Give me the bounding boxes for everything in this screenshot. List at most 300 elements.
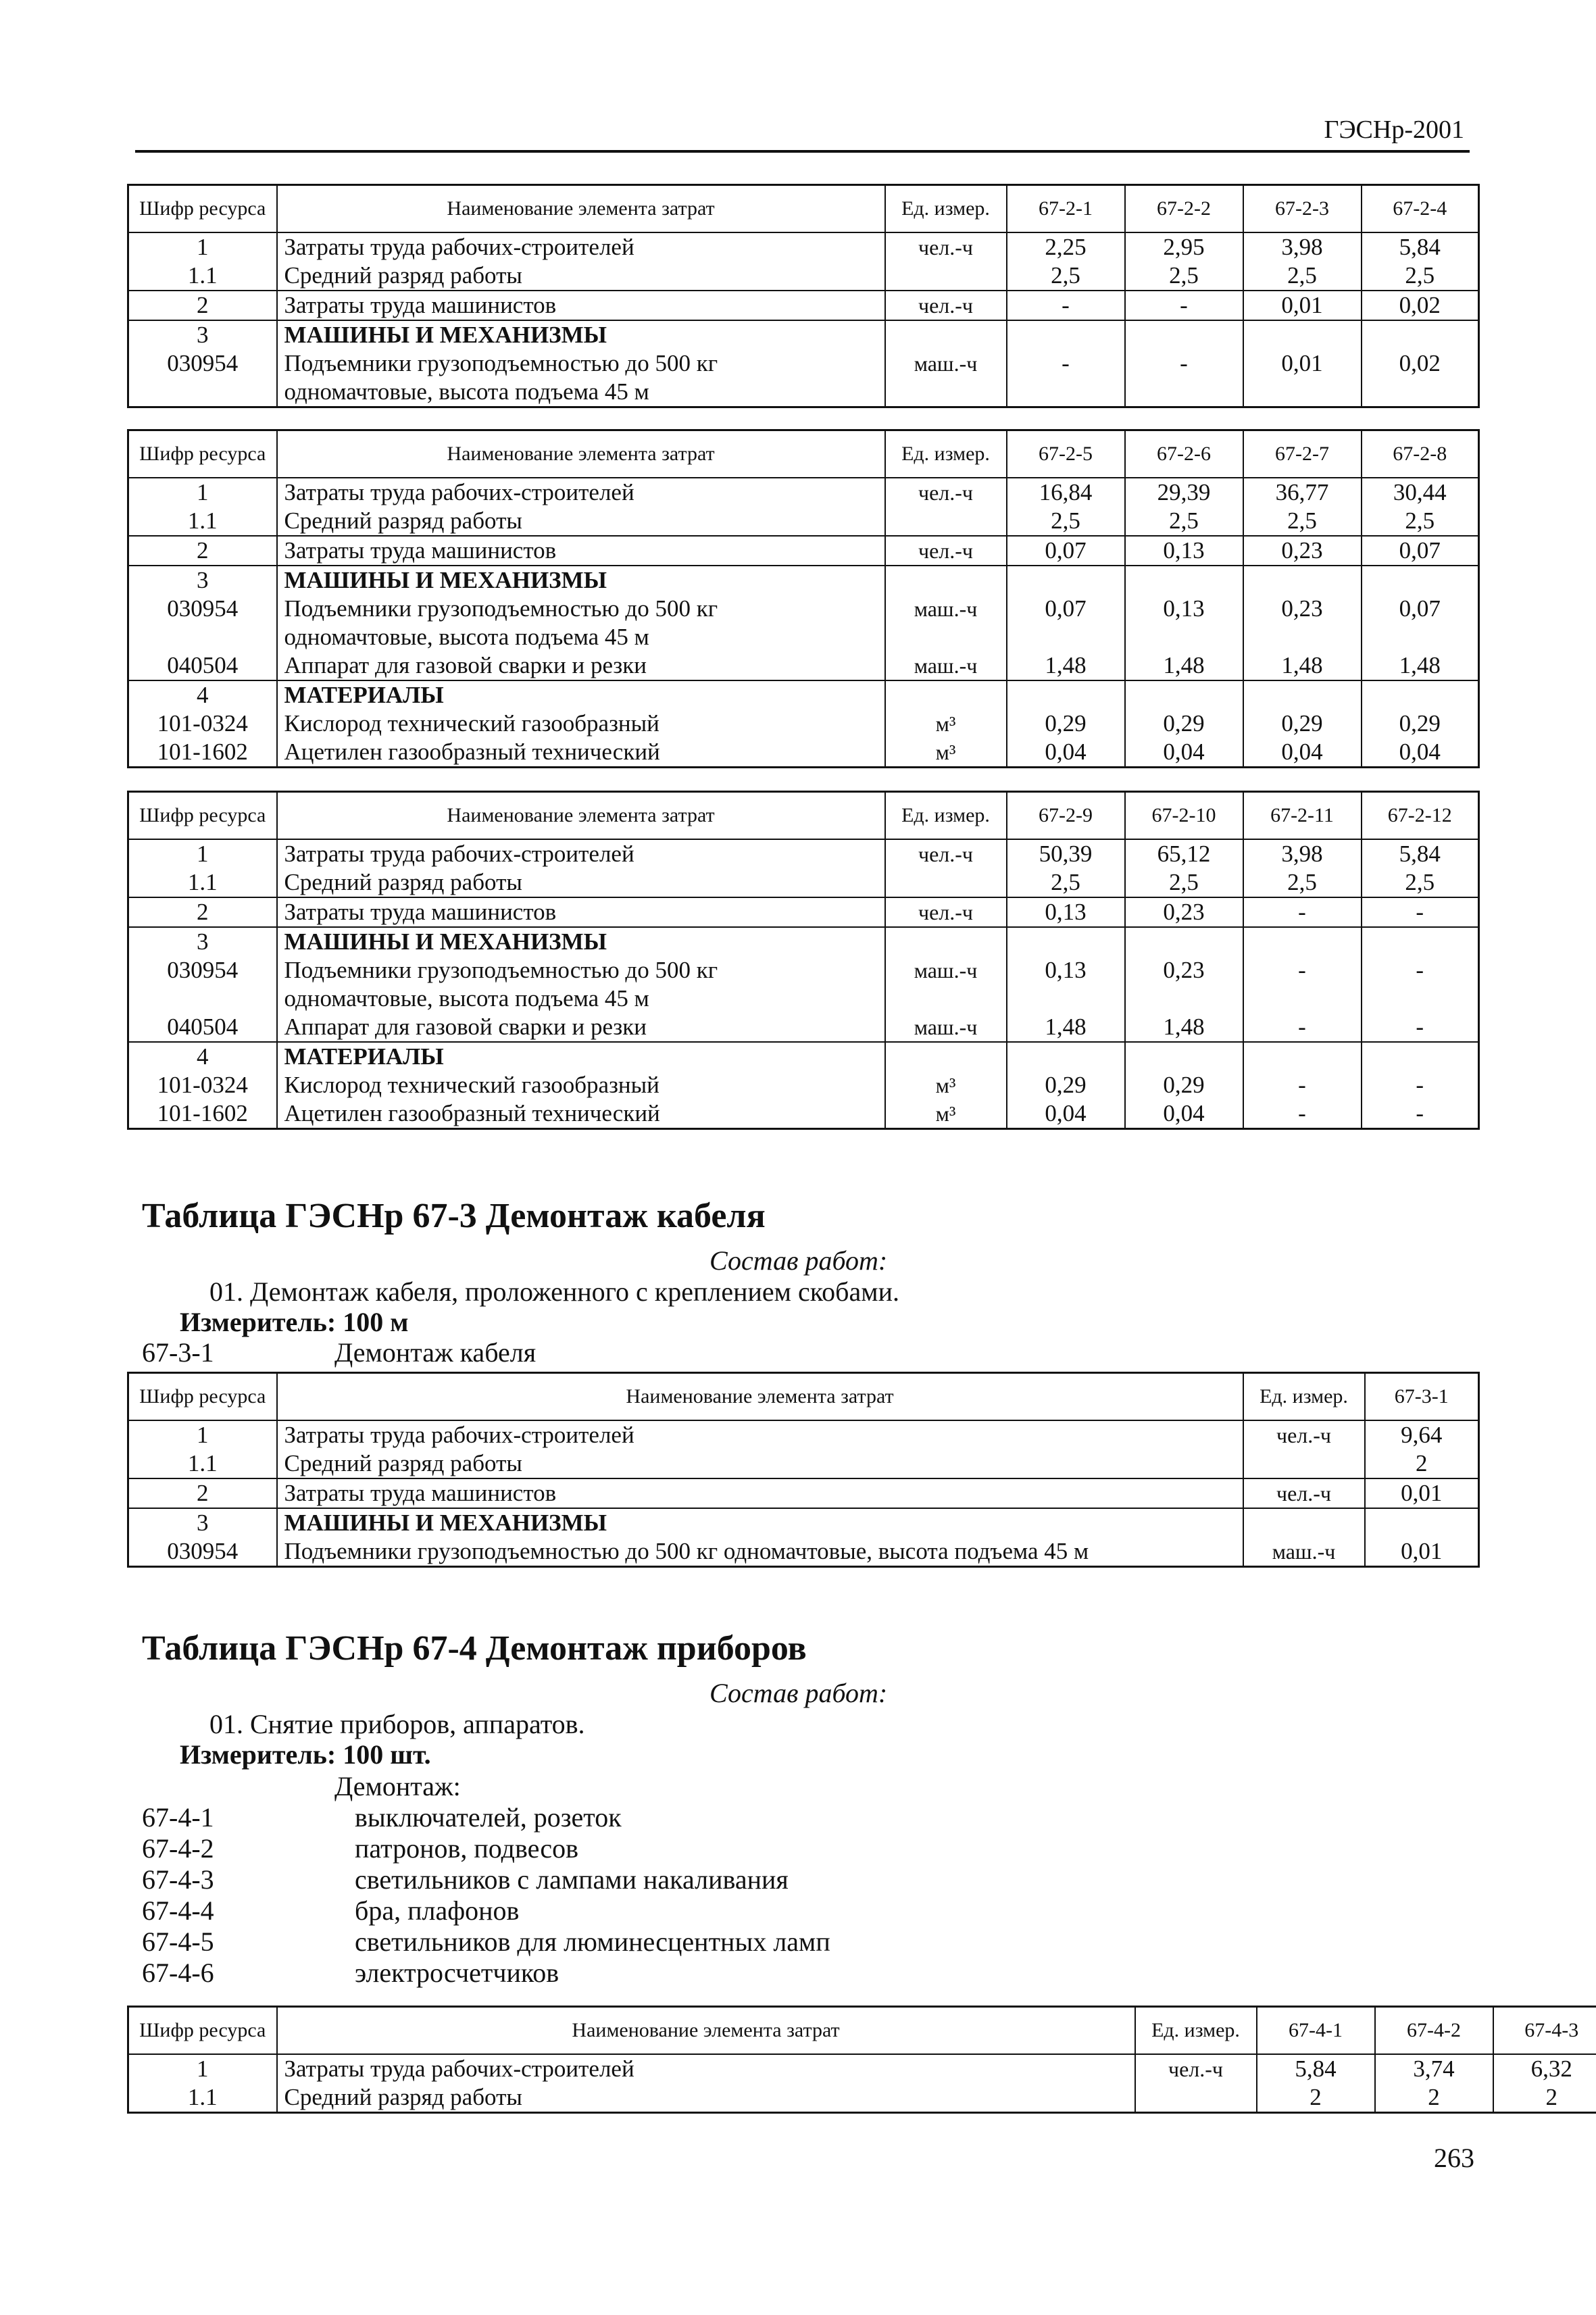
item-name: патронов, подвесов <box>355 1833 579 1864</box>
cost-item-name <box>277 536 885 566</box>
value-cell <box>1362 1042 1479 1071</box>
value-cell: 0,02 <box>1362 349 1479 407</box>
unit-cell: чел.-ч <box>885 291 1007 320</box>
item-name: выключателей, розеток <box>355 1802 622 1833</box>
value-cell: 0,23 <box>1243 595 1362 651</box>
value-cell: 0,04 <box>1007 738 1125 768</box>
value-cell: 2,5 <box>1007 507 1125 536</box>
value-cell: 1,48 <box>1007 1013 1125 1042</box>
unit-cell: м³ <box>885 710 1007 738</box>
item-name: светильников с лампами накаливания <box>355 1864 789 1895</box>
header-unit: Ед. измер. <box>885 792 1007 840</box>
resource-code: 1.1 <box>128 2083 277 2113</box>
header-col: 67-4-2 <box>1375 2007 1493 2055</box>
value-cell: 0,01 <box>1365 1478 1479 1508</box>
value-cell: 0,04 <box>1007 1099 1125 1129</box>
cost-item-name-line: Затраты труда рабочих-строителей <box>284 479 634 505</box>
value-cell <box>1125 320 1243 349</box>
unit-cell <box>1243 1449 1365 1478</box>
unit-cell <box>885 507 1007 536</box>
cost-item-name-line: Затраты труда рабочих-строителей <box>284 234 634 260</box>
unit-cell: чел.-ч <box>885 478 1007 507</box>
item-code: 67-4-6 <box>142 1958 214 1988</box>
cost-item-name <box>277 1508 1243 1537</box>
resource-code: 2 <box>128 1478 277 1508</box>
table-row <box>128 1013 1479 1042</box>
value-cell: 5,84 <box>1362 839 1479 868</box>
table-row <box>128 320 1479 349</box>
table-row <box>128 1508 1479 1537</box>
header-row <box>128 1373 1479 1421</box>
cost-item-name-line: Затраты труда рабочих-строителей <box>284 2056 634 2082</box>
value-cell: 2,5 <box>1362 262 1479 291</box>
cost-item-name-line: Подъемники грузоподъемностью до 500 кг <box>284 595 718 622</box>
table-row <box>128 897 1479 927</box>
value-cell: - <box>1007 349 1125 407</box>
cost-item-name-line: Затраты труда машинистов <box>284 899 557 925</box>
value-cell <box>1125 927 1243 956</box>
table-row <box>128 262 1479 291</box>
table-row <box>128 1099 1479 1129</box>
cost-item-name-line: МАТЕРИАЛЫ <box>284 1043 444 1070</box>
resource-code: 2 <box>128 897 277 927</box>
resource-code: 030954 <box>128 956 277 1013</box>
value-cell: 2,5 <box>1243 262 1362 291</box>
header-col: 67-2-10 <box>1125 792 1243 840</box>
resource-code: 2 <box>128 536 277 566</box>
cost-item-name-line: Подъемники грузоподъемностью до 500 кг <box>284 957 718 983</box>
sostav-label-67-3: Состав работ: <box>709 1245 888 1276</box>
header-col: 67-2-3 <box>1243 185 1362 233</box>
cost-item-name <box>277 1042 885 1071</box>
header-row <box>128 792 1479 840</box>
header-name: Наименование элемента затрат <box>277 430 885 478</box>
value-cell: 0,07 <box>1362 595 1479 651</box>
value-cell: 1,48 <box>1007 651 1125 680</box>
value-cell: - <box>1243 897 1362 927</box>
value-cell: 0,29 <box>1243 710 1362 738</box>
unit-cell: маш.-ч <box>885 1013 1007 1042</box>
resource-code: 1.1 <box>128 507 277 536</box>
header-col: 67-2-5 <box>1007 430 1125 478</box>
unit-cell: чел.-ч <box>885 536 1007 566</box>
value-cell: - <box>1243 1071 1362 1099</box>
value-cell <box>1243 1042 1362 1071</box>
measure-67-3: Измеритель: 100 м <box>180 1307 409 1337</box>
value-cell: 29,39 <box>1125 478 1243 507</box>
cost-item-name <box>277 478 885 507</box>
unit-cell: чел.-ч <box>885 839 1007 868</box>
item-name: бра, плафонов <box>355 1895 520 1926</box>
value-cell: 2,95 <box>1125 232 1243 262</box>
value-cell: 5,84 <box>1257 2054 1375 2083</box>
resource-code: 3 <box>128 927 277 956</box>
cost-table-67-2-9 <box>127 791 1480 1130</box>
header-unit: Ед. измер. <box>885 185 1007 233</box>
value-cell: - <box>1243 956 1362 1013</box>
unit-cell: м³ <box>885 738 1007 768</box>
resource-code: 3 <box>128 320 277 349</box>
cost-item-name <box>277 320 885 349</box>
cost-item-name-line: Ацетилен газообразный технический <box>284 739 660 765</box>
item-code: 67-4-5 <box>142 1926 214 1957</box>
cost-item-name <box>277 1478 1243 1508</box>
header-col: 67-2-1 <box>1007 185 1125 233</box>
cost-item-name-line: Средний разряд работы <box>284 507 522 534</box>
value-cell: 9,64 <box>1365 1420 1479 1449</box>
cost-item-name <box>277 507 885 536</box>
value-cell: - <box>1007 291 1125 320</box>
value-cell: - <box>1362 897 1479 927</box>
resource-code: 1 <box>128 478 277 507</box>
cost-item-name-line: Ацетилен газообразный технический <box>284 1100 660 1126</box>
cost-item-name-line: Аппарат для газовой сварки и резки <box>284 652 647 678</box>
resource-code: 2 <box>128 291 277 320</box>
section-title-67-4: Таблица ГЭСНр 67-4 Демонтаж приборов <box>142 1629 807 1668</box>
cost-item-name-line: Кислород технический газообразный <box>284 710 659 737</box>
unit-cell: маш.-ч <box>885 595 1007 651</box>
header-row <box>128 185 1479 233</box>
unit-cell <box>885 262 1007 291</box>
value-cell: 0,13 <box>1125 536 1243 566</box>
resource-code: 1.1 <box>128 1449 277 1478</box>
sostav-item-67-4: 01. Снятие приборов, аппаратов. <box>209 1709 585 1739</box>
value-cell: 1,48 <box>1362 651 1479 680</box>
header-col: 67-2-6 <box>1125 430 1243 478</box>
value-cell <box>1243 927 1362 956</box>
unit-cell <box>885 927 1007 956</box>
cost-item-name-line: Затраты труда машинистов <box>284 1480 557 1506</box>
cost-item-name <box>277 1013 885 1042</box>
table-row <box>128 1042 1479 1071</box>
value-cell: - <box>1362 1099 1479 1129</box>
header-unit: Ед. измер. <box>885 430 1007 478</box>
value-cell: 0,13 <box>1007 897 1125 927</box>
resource-code: 030954 <box>128 1537 277 1567</box>
unit-cell: маш.-ч <box>885 651 1007 680</box>
table-row <box>128 1420 1479 1449</box>
resource-code: 040504 <box>128 651 277 680</box>
table-row <box>128 868 1479 897</box>
value-cell: 0,04 <box>1243 738 1362 768</box>
value-cell: 2,25 <box>1007 232 1125 262</box>
cost-table-67-4-1 <box>127 2006 1596 2114</box>
resource-code: 1 <box>128 232 277 262</box>
item-code: 67-4-2 <box>142 1833 214 1864</box>
resource-code: 040504 <box>128 1013 277 1042</box>
cost-item-name <box>277 291 885 320</box>
unit-cell <box>885 680 1007 710</box>
resource-code: 1 <box>128 839 277 868</box>
table-row <box>128 291 1479 320</box>
section-title-67-3: Таблица ГЭСНр 67-3 Демонтаж кабеля <box>142 1197 766 1235</box>
value-cell: 0,04 <box>1125 738 1243 768</box>
table-row <box>128 349 1479 407</box>
value-cell <box>1362 680 1479 710</box>
cost-table-67-2-1 <box>127 184 1480 408</box>
header-code: Шифр ресурса <box>128 792 277 840</box>
item-code-67-3-1: 67-3-1 <box>142 1337 214 1368</box>
resource-code: 3 <box>128 1508 277 1537</box>
value-cell: 0,07 <box>1362 536 1479 566</box>
value-cell <box>1007 927 1125 956</box>
item-code: 67-4-3 <box>142 1864 214 1895</box>
unit-cell: маш.-ч <box>1243 1537 1365 1567</box>
header-col: 67-2-12 <box>1362 792 1479 840</box>
resource-code: 101-1602 <box>128 738 277 768</box>
cost-item-name <box>277 262 885 291</box>
value-cell: 2 <box>1375 2083 1493 2113</box>
value-cell: 3,74 <box>1375 2054 1493 2083</box>
value-cell <box>1125 680 1243 710</box>
value-cell: 0,29 <box>1362 710 1479 738</box>
table-row <box>128 566 1479 595</box>
unit-cell: чел.-ч <box>885 897 1007 927</box>
cost-item-name-line: МАШИНЫ И МЕХАНИЗМЫ <box>284 322 607 348</box>
value-cell: 0,29 <box>1125 1071 1243 1099</box>
cost-table-67-2-5 <box>127 429 1480 768</box>
value-cell <box>1125 566 1243 595</box>
header-unit: Ед. измер. <box>1135 2007 1257 2055</box>
cost-item-name <box>277 927 885 956</box>
value-cell: 2,5 <box>1007 868 1125 897</box>
sostav-item-67-3: 01. Демонтаж кабеля, проложенного с креплением скобами. <box>209 1276 899 1307</box>
unit-cell: маш.-ч <box>885 349 1007 407</box>
cost-item-name <box>277 595 885 651</box>
cost-item-name-line: Средний разряд работы <box>284 1450 522 1476</box>
cost-item-name-line: Аппарат для газовой сварки и резки <box>284 1014 647 1040</box>
unit-cell <box>885 566 1007 595</box>
item-name: светильников для люминесцентных ламп <box>355 1926 830 1957</box>
header-name: Наименование элемента затрат <box>277 792 885 840</box>
cost-item-name-line: одномачтовые, высота подъема 45 м <box>284 624 649 650</box>
cost-table-67-3-1 <box>127 1372 1480 1568</box>
value-cell <box>1362 927 1479 956</box>
table-row <box>128 478 1479 507</box>
unit-cell <box>885 868 1007 897</box>
value-cell <box>1365 1508 1479 1537</box>
unit-cell <box>885 320 1007 349</box>
header-col: 67-4-1 <box>1257 2007 1375 2055</box>
value-cell: 0,23 <box>1125 897 1243 927</box>
unit-cell: чел.-ч <box>885 232 1007 262</box>
header-unit: Ед. измер. <box>1243 1373 1365 1421</box>
resource-code: 030954 <box>128 349 277 407</box>
cost-item-name-line: МАШИНЫ И МЕХАНИЗМЫ <box>284 567 607 593</box>
table-row <box>128 2054 1596 2083</box>
table-row <box>128 651 1479 680</box>
resource-code: 1 <box>128 2054 277 2083</box>
value-cell: - <box>1243 1013 1362 1042</box>
resource-code: 1.1 <box>128 868 277 897</box>
cost-item-name-line: МАТЕРИАЛЫ <box>284 682 444 708</box>
value-cell <box>1243 566 1362 595</box>
header-code: Шифр ресурса <box>128 1373 277 1421</box>
value-cell: 2,5 <box>1007 262 1125 291</box>
cost-item-name-line: Затраты труда рабочих-строителей <box>284 841 634 867</box>
value-cell: 0,23 <box>1125 956 1243 1013</box>
value-cell: 1,48 <box>1125 1013 1243 1042</box>
value-cell: 0,04 <box>1362 738 1479 768</box>
cost-item-name <box>277 2083 1135 2113</box>
value-cell: 2 <box>1257 2083 1375 2113</box>
table-row <box>128 1449 1479 1478</box>
value-cell: 2,5 <box>1125 868 1243 897</box>
measure-67-4: Измеритель: 100 шт. <box>180 1739 431 1770</box>
value-cell: 1,48 <box>1125 651 1243 680</box>
table-row <box>128 232 1479 262</box>
cost-item-name <box>277 839 885 868</box>
cost-item-name-line: Затраты труда рабочих-строителей <box>284 1422 634 1448</box>
resource-code: 1.1 <box>128 262 277 291</box>
value-cell <box>1243 320 1362 349</box>
value-cell: 0,23 <box>1243 536 1362 566</box>
value-cell: 1,48 <box>1243 651 1362 680</box>
value-cell: 0,01 <box>1365 1537 1479 1567</box>
cost-item-name <box>277 1071 885 1099</box>
value-cell: - <box>1243 1099 1362 1129</box>
cost-item-name-line: Средний разряд работы <box>284 869 522 895</box>
header-name: Наименование элемента затрат <box>277 1373 1243 1421</box>
value-cell: 2 <box>1365 1449 1479 1478</box>
header-row <box>128 430 1479 478</box>
value-cell: 65,12 <box>1125 839 1243 868</box>
value-cell: - <box>1362 1013 1479 1042</box>
value-cell: 0,29 <box>1125 710 1243 738</box>
value-cell: 0,02 <box>1362 291 1479 320</box>
value-cell: 3,98 <box>1243 232 1362 262</box>
value-cell: 3,98 <box>1243 839 1362 868</box>
item-name: электросчетчиков <box>355 1958 559 1988</box>
value-cell <box>1007 680 1125 710</box>
item-code: 67-4-4 <box>142 1895 214 1926</box>
value-cell: 2,5 <box>1362 868 1479 897</box>
value-cell <box>1362 320 1479 349</box>
group-label-67-4: Демонтаж: <box>334 1771 461 1801</box>
table-row <box>128 680 1479 710</box>
header-row <box>128 2007 1596 2055</box>
value-cell <box>1007 320 1125 349</box>
header-col: 67-2-11 <box>1243 792 1362 840</box>
value-cell: 0,13 <box>1125 595 1243 651</box>
table-row <box>128 956 1479 1013</box>
unit-cell: м³ <box>885 1099 1007 1129</box>
value-cell: 5,84 <box>1362 232 1479 262</box>
cost-item-name <box>277 710 885 738</box>
cost-item-name <box>277 956 885 1013</box>
resource-code: 4 <box>128 1042 277 1071</box>
value-cell <box>1007 566 1125 595</box>
table-row <box>128 738 1479 768</box>
resource-code: 4 <box>128 680 277 710</box>
unit-cell: чел.-ч <box>1243 1420 1365 1449</box>
unit-cell: маш.-ч <box>885 956 1007 1013</box>
value-cell: 0,29 <box>1007 1071 1125 1099</box>
header-code: Шифр ресурса <box>128 185 277 233</box>
unit-cell: чел.-ч <box>1135 2054 1257 2083</box>
value-cell: 36,77 <box>1243 478 1362 507</box>
table-row <box>128 1071 1479 1099</box>
header-code: Шифр ресурса <box>128 430 277 478</box>
value-cell: 50,39 <box>1007 839 1125 868</box>
value-cell: 2 <box>1493 2083 1596 2113</box>
cost-item-name <box>277 1449 1243 1478</box>
value-cell: 0,13 <box>1007 956 1125 1013</box>
header-col: 67-4-3 <box>1493 2007 1596 2055</box>
header-col: 67-2-4 <box>1362 185 1479 233</box>
resource-code: 101-0324 <box>128 1071 277 1099</box>
item-name-67-3-1: Демонтаж кабеля <box>334 1337 537 1368</box>
page-header <box>135 115 1470 153</box>
cost-item-name <box>277 2054 1135 2083</box>
value-cell: - <box>1362 956 1479 1013</box>
resource-code: 101-0324 <box>128 710 277 738</box>
table-row <box>128 839 1479 868</box>
header-name: Наименование элемента затрат <box>277 2007 1135 2055</box>
value-cell <box>1007 1042 1125 1071</box>
cost-item-name-line: Подъемники грузоподъемностью до 500 кг <box>284 350 718 376</box>
value-cell: 0,07 <box>1007 536 1125 566</box>
cost-item-name-line: Средний разряд работы <box>284 2084 522 2110</box>
cost-item-name-line: МАШИНЫ И МЕХАНИЗМЫ <box>284 928 607 955</box>
cost-item-name <box>277 868 885 897</box>
cost-item-name-line: Кислород технический газообразный <box>284 1072 659 1098</box>
value-cell: 2,5 <box>1362 507 1479 536</box>
cost-item-name <box>277 1099 885 1129</box>
page-number: 263 <box>1434 2143 1474 2173</box>
value-cell <box>1362 566 1479 595</box>
resource-code: 101-1602 <box>128 1099 277 1129</box>
value-cell: 2,5 <box>1243 868 1362 897</box>
value-cell: 6,32 <box>1493 2054 1596 2083</box>
cost-item-name-line: одномачтовые, высота подъема 45 м <box>284 985 649 1012</box>
table-row <box>128 2083 1596 2113</box>
value-cell: - <box>1362 1071 1479 1099</box>
resource-code: 1 <box>128 1420 277 1449</box>
cost-item-name <box>277 349 885 407</box>
header-col: 67-2-9 <box>1007 792 1125 840</box>
header-name: Наименование элемента затрат <box>277 185 885 233</box>
table-row <box>128 507 1479 536</box>
value-cell: 2,5 <box>1243 507 1362 536</box>
resource-code: 3 <box>128 566 277 595</box>
header-col: 67-2-2 <box>1125 185 1243 233</box>
doc-code: ГЭСНр-2001 <box>1324 116 1464 144</box>
cost-item-name <box>277 566 885 595</box>
cost-item-name-line: Подъемники грузоподъемностью до 500 кг одномачтовые, высота подъема 45 м <box>284 1538 1089 1564</box>
header-code: Шифр ресурса <box>128 2007 277 2055</box>
cost-item-name <box>277 1420 1243 1449</box>
cost-item-name <box>277 680 885 710</box>
cost-item-name-line: Затраты труда машинистов <box>284 292 557 318</box>
resource-code: 030954 <box>128 595 277 651</box>
value-cell: 0,07 <box>1007 595 1125 651</box>
value-cell: - <box>1125 291 1243 320</box>
header-col: 67-2-8 <box>1362 430 1479 478</box>
sostav-label-67-4: Состав работ: <box>709 1678 888 1708</box>
value-cell: 30,44 <box>1362 478 1479 507</box>
header-col: 67-2-7 <box>1243 430 1362 478</box>
unit-cell <box>885 1042 1007 1071</box>
cost-item-name-line: МАШИНЫ И МЕХАНИЗМЫ <box>284 1510 607 1536</box>
cost-item-name <box>277 738 885 768</box>
cost-item-name <box>277 897 885 927</box>
value-cell: 0,01 <box>1243 291 1362 320</box>
table-row <box>128 595 1479 651</box>
cost-item-name-line: Средний разряд работы <box>284 262 522 289</box>
value-cell: 0,04 <box>1125 1099 1243 1129</box>
table-row <box>128 1537 1479 1567</box>
